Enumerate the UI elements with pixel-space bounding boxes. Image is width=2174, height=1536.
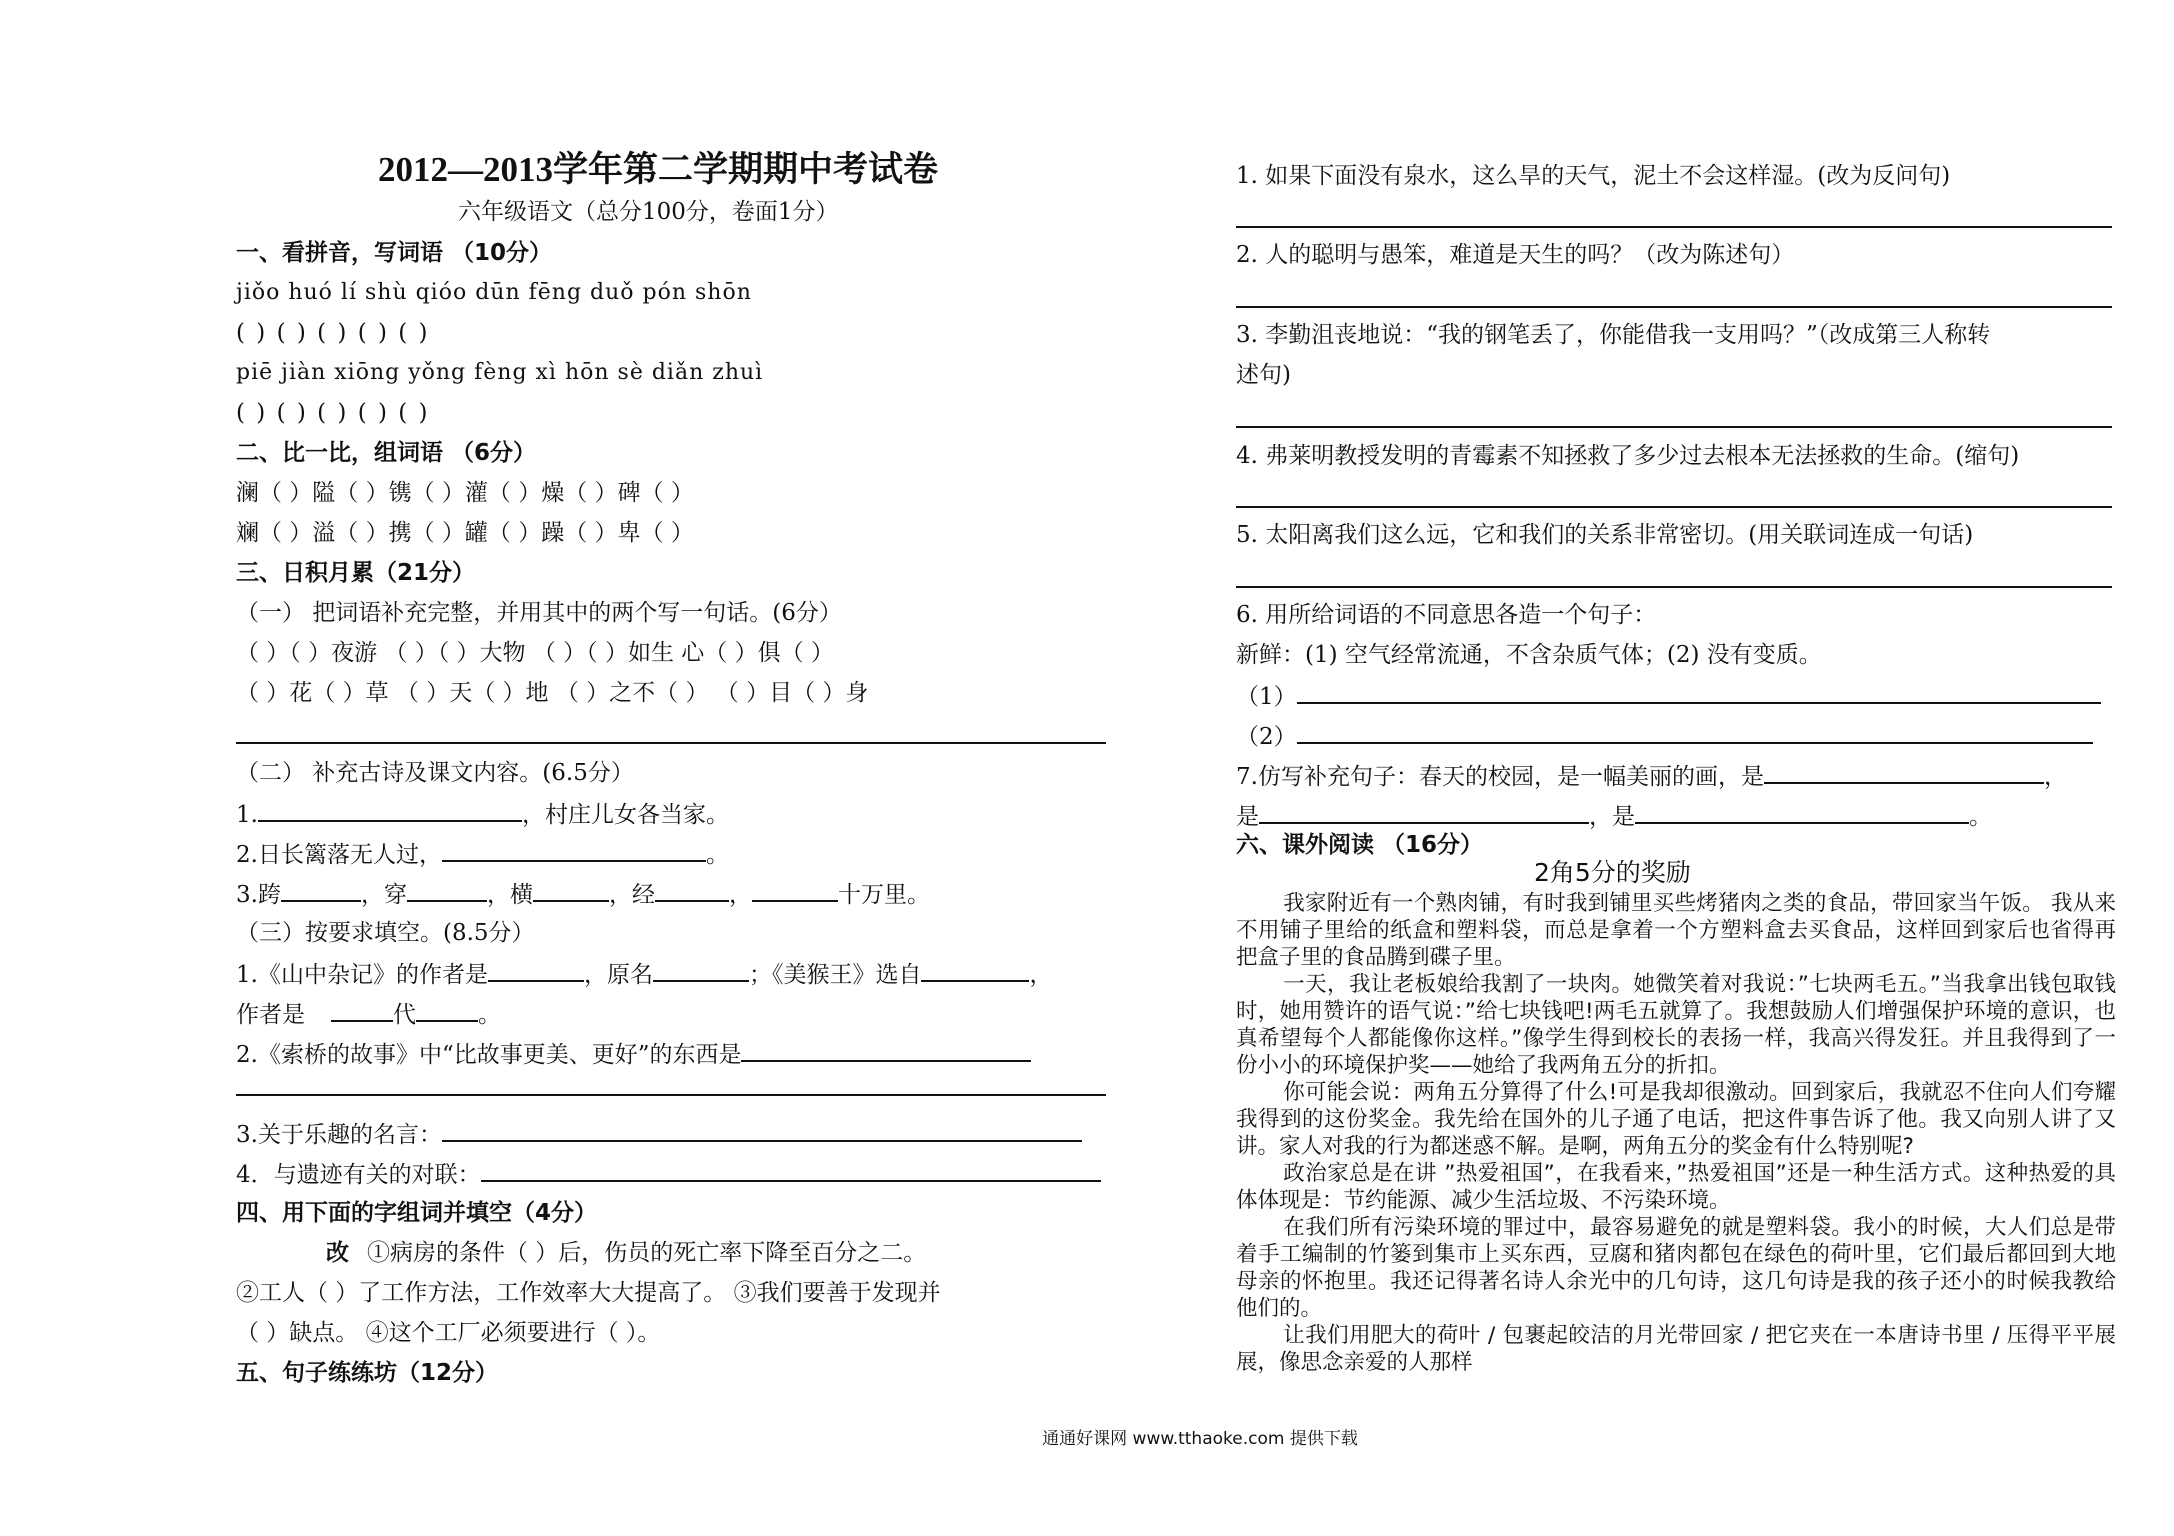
q7-blank-1[interactable]	[1764, 760, 2044, 784]
q7-blank-3[interactable]	[1635, 800, 1969, 824]
q6-label-2: （2）	[1236, 724, 1297, 750]
question-1: 1. 如果下面没有泉水，这么旱的天气，泥土不会这样湿。(改为反问句)	[1236, 163, 1951, 189]
fill-1b-blank-1[interactable]	[331, 998, 393, 1022]
section4-heading: 四、用下面的字组词并填空（4分）	[236, 1200, 598, 1226]
fill-line-1b	[236, 998, 501, 1030]
section4-line-1	[326, 1238, 926, 1268]
section4-char: 改	[326, 1240, 349, 1266]
answer-blanks-row-2[interactable]: ( ) ( ) ( ) ( ) ( )	[236, 400, 430, 426]
answer-line-5[interactable]	[1236, 586, 2112, 588]
q7-is-1: 是	[1236, 804, 1259, 830]
question-2: 2. 人的聪明与愚笨，难道是天生的吗？（改为陈述句）	[1236, 242, 1795, 268]
idiom-row-1[interactable]: （ ）（ ）夜游 （ ）（ ）大物 （ ）（ ）如生 心（ ）俱（ ）	[236, 640, 834, 666]
fill-line-4	[236, 1158, 1101, 1190]
question-5: 5. 太阳离我们这么远，它和我们的关系非常密切。(用关联词连成一句话)	[1236, 522, 1974, 548]
question-6-definition: 新鲜：(1) 空气经常流通，不含杂质气体；(2) 没有变质。	[1236, 642, 1822, 668]
section3-heading: 三、日积月累（21分）	[236, 560, 476, 586]
fill-1b-blank-2[interactable]	[416, 998, 478, 1022]
fill-1-blank-2[interactable]	[653, 958, 749, 982]
compare-row-1[interactable]: 澜（ ）隘（ ）镌（ ）灌（ ）燥（ ）碑（ ）	[236, 480, 694, 506]
fill-2-blank[interactable]	[741, 1038, 1031, 1062]
text-3-blank-3[interactable]	[533, 878, 609, 902]
q6-blank-2[interactable]	[1297, 720, 2093, 744]
poem-line-2-text: 2.日长篱落无人过，	[236, 842, 442, 868]
fill-line-2	[236, 1038, 1031, 1070]
fill-1-d: ，	[1029, 962, 1053, 988]
fill-1-a: 1.《山中杂记》的作者是	[236, 962, 488, 988]
text-3-blank-5[interactable]	[752, 878, 838, 902]
reading-paragraph-5: 在我们所有污染环境的罪过中，最容易避免的就是塑料袋。我小的时候，大人们总是带着手工编制的竹篓到集市上买东西，豆腐和猪肉都包在绿色的荷叶里，它们最后都回到大地母亲的怀抱里。我还记得著名诗人余光中的几句诗，这几句诗是我的孩子还小的时候我教给他们的。	[1236, 1215, 2116, 1321]
fill-2-text: 2.《索桥的故事》中“比故事更美、更好”的东西是	[236, 1042, 742, 1068]
exam-subtitle: 六年级语文（总分100分，卷面1分）	[458, 199, 839, 225]
fill-1b-a: 作者是	[236, 1002, 305, 1028]
poem-line-1-text: ，村庄儿女各当家。	[521, 802, 729, 828]
text-3-blank-2[interactable]	[407, 878, 487, 902]
compare-row-2[interactable]: 斓（ ）溢（ ）携（ ）罐（ ）躁（ ）卑（ ）	[236, 520, 694, 546]
section2-heading: 二、比一比，组词语 （6分）	[236, 440, 537, 466]
q7-is-2: ，是	[1589, 804, 1635, 830]
part1-instruction: （一） 把词语补充完整，并用其中的两个写一句话。(6分）	[236, 600, 842, 626]
fill-4-text: 4．与遗迹有关的对联：	[236, 1162, 481, 1188]
q7-text: 7.仿写补充句子：春天的校园，是一幅美丽的画，是	[1236, 764, 1764, 790]
question-7-line-2	[1236, 800, 1992, 832]
q6-label-1: （1）	[1236, 684, 1297, 710]
part2-instruction: （二） 补充古诗及课文内容。(6.5分）	[236, 760, 634, 786]
question-6-sentence-1	[1236, 680, 2101, 712]
fill-1-c: ；《美猴王》选自	[748, 962, 922, 988]
reading-title: 2角5分的奖励	[1534, 858, 1691, 887]
section6-heading: 六、课外阅读 （16分）	[1236, 832, 1484, 858]
answer-line-4[interactable]	[1236, 506, 2112, 508]
answer-blanks-row-1[interactable]: ( ) ( ) ( ) ( ) ( )	[236, 320, 430, 346]
question-6-sentence-2	[1236, 720, 2093, 752]
poem-blank-2[interactable]	[442, 838, 706, 862]
text-3-c: ，横	[486, 882, 533, 908]
question-7-line-1	[1236, 760, 2067, 792]
section4-sentence-1[interactable]: ①病房的条件（ ）后，伤员的死亡率下降至百分之二。	[367, 1240, 927, 1266]
section1-heading: 一、看拼音，写词语 （10分）	[236, 240, 553, 266]
answer-line-3[interactable]	[1236, 426, 2112, 428]
part3-instruction: （三）按要求填空。(8.5分）	[236, 920, 535, 946]
q7-period: 。	[1969, 804, 1992, 830]
reading-paragraph-6: 让我们用肥大的荷叶 / 包裹起皎洁的月光带回家 / 把它夹在一本唐诗书里 / 压得平平展展，像思念亲爱的人那样	[1236, 1323, 2116, 1375]
poem-line-1	[236, 798, 729, 830]
text-3-blank-4[interactable]	[655, 878, 729, 902]
fill-1b-b: 代	[393, 1002, 416, 1028]
text-3-e: ，	[728, 882, 752, 908]
fill-3-text: 3.关于乐趣的名言：	[236, 1122, 442, 1148]
reading-passage	[1236, 890, 2116, 1376]
reading-paragraph-4: 政治家总是在讲 ”热爱祖国”，在我看来，”热爱祖国”还是一种生活方式。这种热爱的具体体现是：节约能源、减少生活垃圾、不污染环境。	[1236, 1161, 2116, 1213]
answer-line-2[interactable]	[1236, 306, 2112, 308]
q6-blank-1[interactable]	[1297, 680, 2101, 704]
fill-line-1	[236, 958, 1052, 990]
reading-paragraph-3: 你可能会说：两角五分算得了什么!可是我却很激动。回到家后，我就忍不住向人们夸耀我得到的这份奖金。我先给在国外的儿子通了电话，把这件事告诉了他。我又向别人讲了又讲。家人对我的行为都迷惑不解。是啊，两角五分的奖金有什么特别呢?	[1236, 1080, 2116, 1159]
fill-1-blank-1[interactable]	[488, 958, 584, 982]
footer-credit: 通通好课网 www.tthaoke.com 提供下载	[1042, 1429, 1358, 1449]
fill-3-blank[interactable]	[442, 1118, 1082, 1142]
reading-paragraph-1: 我家附近有一个熟肉铺，有时我到铺里买些烤猪肉之类的食品，带回家当午饭。 我从来不用铺子里给的纸盒和塑料袋，而总是拿着一个方塑料盒去买食品，这样回到家后也省得再把盒子里的食品腾到碟子里。	[1236, 891, 2116, 970]
idiom-row-2[interactable]: （ ）花（ ）草 （ ）天（ ）地 （ ）之不（ ） （ ）目（ ）身	[236, 680, 869, 706]
poem-blank-1[interactable]	[258, 798, 522, 822]
sentence-answer-line[interactable]	[236, 742, 1106, 744]
text-line-3	[236, 878, 930, 910]
fill-1-b: ，原名	[583, 962, 653, 988]
poem-line-1-number: 1.	[236, 802, 258, 828]
text-3-d: ，经	[608, 882, 655, 908]
question-4: 4. 弗莱明教授发明的青霉素不知拯救了多少过去根本无法拯救的生命。(缩句)	[1236, 443, 2020, 469]
reading-paragraph-2: 一天，我让老板娘给我割了一块肉。她微笑着对我说：”七块两毛五。”当我拿出钱包取钱时，她用赞许的语气说：”给七块钱吧!两毛五就算了。我想鼓励人们增强保护环境的意识，也真希望每个人都能像你这样。”像学生得到校长的表扬一样，我高兴得发狂。并且我得到了一份小小的环境保护奖——她给了我两角五分的折扣。	[1236, 972, 2116, 1078]
q7-blank-2[interactable]	[1259, 800, 1589, 824]
question-6: 6. 用所给词语的不同意思各造一个句子：	[1236, 602, 1657, 628]
fill-1b-c: 。	[478, 1002, 501, 1028]
section5-heading: 五、句子练练坊（12分）	[236, 1360, 499, 1386]
question-3b: 述句)	[1236, 362, 1291, 388]
text-3-b: ，穿	[360, 882, 407, 908]
fill-line-3	[236, 1118, 1082, 1150]
fill-2-answer-line[interactable]	[236, 1094, 1106, 1096]
question-3a: 3. 李勤沮丧地说：“我的钢笔丢了，你能借我一支用吗？”（改成第三人称转	[1236, 322, 1991, 348]
fill-4-blank[interactable]	[481, 1158, 1101, 1182]
answer-line-1[interactable]	[1236, 226, 2112, 228]
q7-comma: ，	[2043, 764, 2067, 790]
poem-line-2	[236, 838, 729, 870]
pinyin-row-1: jiǒo huó lí shù qióo dūn fēng duǒ pón shōn	[236, 280, 752, 305]
pinyin-row-2: piē jiàn xiōng yǒng fèng xì hōn sè diǎn zhuì	[236, 360, 764, 385]
fill-1-blank-3[interactable]	[921, 958, 1029, 982]
poem-line-2-end: 。	[705, 842, 729, 868]
section4-line-3[interactable]: （ ）缺点。 ④这个工厂必须要进行（ ）。	[236, 1320, 661, 1346]
text-3-f: 十万里。	[837, 882, 930, 908]
exam-title: 2012—2013学年第二学期期中考试卷	[378, 150, 939, 189]
text-3-blank-1[interactable]	[281, 878, 361, 902]
section4-line-2[interactable]: ②工人（ ）了工作方法，工作效率大大提高了。 ③我们要善于发现并	[236, 1280, 941, 1306]
text-3-a: 3.跨	[236, 882, 281, 908]
